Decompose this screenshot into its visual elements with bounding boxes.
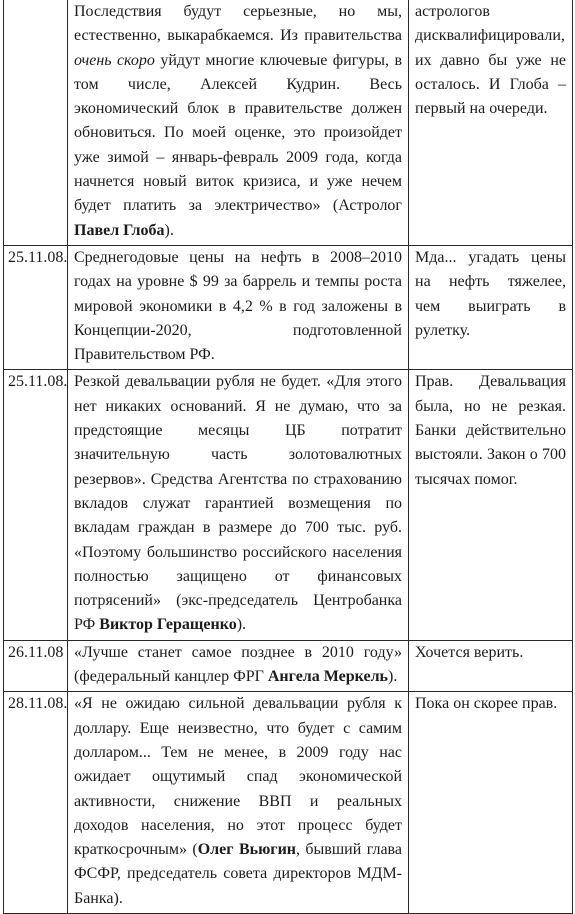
quote-text: Последствия будут серьезные, но мы, естественно, выкарабкаемся. Из правительства: [74, 3, 402, 45]
quote-cell: [68, 0, 409, 245]
quote-text: , бывший глава ФСФР, председатель совета директоров МДМ-Банка).: [74, 841, 402, 907]
table-row: [4, 370, 573, 640]
quote-text: Резкой девальвации рубля не будет. «Для этого нет никаких оснований. Я не думаю, что за предстоящие месяцы ЦБ потратит значительную часть золотовалютных резервов». Средства Агентства по страхованию вкладов служат гарантией возмещения по вкладам граждан в размере до 700 тыс. руб. «Поэтому большинство российского населения полностью защищено от финансовых потрясений» (экс-председатель Центробанка РФ: [74, 373, 402, 634]
table-row: [4, 245, 573, 369]
date-cell: [4, 0, 68, 245]
comment-cell: Мда... угадать цены на нефть тяжелее, чем выиграть в рулетку.: [409, 245, 573, 369]
quotes-table: [3, 0, 573, 914]
quote-text-emphasis: очень скоро: [74, 51, 155, 69]
date-cell: 25.11.08.: [4, 370, 68, 640]
date-cell: 26.11.08: [4, 640, 68, 692]
quote-author: Ангела Меркель: [267, 668, 389, 686]
comment-cell: Хочется верить.: [409, 640, 573, 692]
table-row: [4, 692, 573, 914]
table-row: [4, 640, 573, 692]
date-cell: 28.11.08.: [4, 692, 68, 914]
quote-cell: [68, 245, 409, 369]
comment-cell: Прав. Девальвация была, но не резкая. Банки действительно выстояли. Закон о 700 тысячах помог.: [409, 370, 573, 640]
quote-author: Виктор Геращенко: [99, 616, 237, 634]
quote-cell: [68, 370, 409, 640]
table-row: [4, 0, 573, 245]
comment-cell: Пока он скорее прав.: [409, 692, 573, 914]
quote-text: ).: [236, 616, 247, 634]
quote-cell: [68, 692, 409, 914]
quote-text: ).: [164, 221, 174, 239]
quote-text: Среднегодовые цены на нефть в 2008–2010 годах на уровне $ 99 за баррель и темпы роста мировой экономики в 4,2 % в год заложены в Концепции-2020, подготовленной Правительством РФ.: [74, 248, 402, 364]
quote-text: «Я не ожидаю сильной девальвации рубля к доллару. Еще неизвестно, что будет с самим долларом... Тем не менее, в 2009 году нас ожидает ощутимый спад экономической активности, снижение ВВП и реальных доходов населения, но этот процесс будет краткосрочным» (: [74, 695, 402, 859]
quote-cell: [68, 640, 409, 692]
quote-text: ).: [388, 668, 398, 686]
quote-author: Олег Вьюгин: [197, 841, 296, 859]
date-cell: 25.11.08.: [4, 245, 68, 369]
comment-cell: астрологов дисквалифицировали, их давно бы уже не осталось. И Глоба – первый на очереди.: [409, 0, 573, 245]
quote-author: Павел Глоба: [74, 221, 165, 239]
quote-text: уйдут многие ключевые фигуры, в том числе, Алексей Кудрин. Весь экономический блок в правительстве должен обновиться. По моей оценке, это произойдет уже зимой – январь-февраль 2009 года, когда начнется новый виток кризиса, и уже нечем будет платить за электричество» (Астролог: [74, 51, 403, 215]
quote-text: «Лучше станет самое позднее в 2010 году» (федеральный канцлер ФРГ: [74, 643, 402, 686]
